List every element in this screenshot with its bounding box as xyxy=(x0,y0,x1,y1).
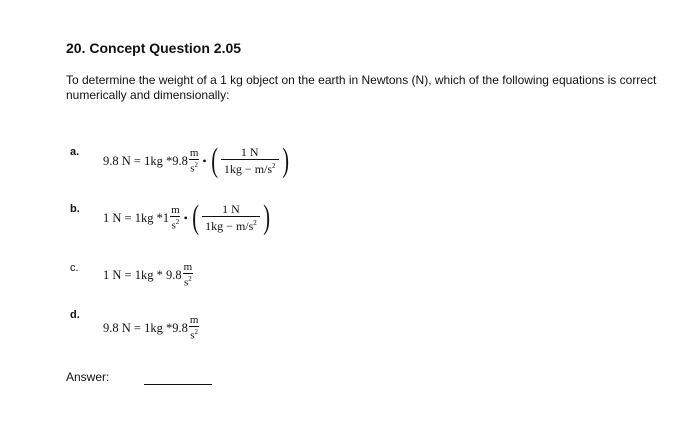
option-a-unit-fraction xyxy=(189,148,200,175)
option-b-multiply: • xyxy=(183,210,188,225)
option-c-unit-num: m xyxy=(183,261,193,273)
option-c-unit-den: s xyxy=(183,276,189,289)
option-a-unit-den: s xyxy=(190,162,195,175)
question-title: 20. Concept Question 2.05 xyxy=(66,40,242,56)
option-b-equation xyxy=(103,199,272,236)
option-c-equation xyxy=(103,262,194,289)
option-a-letter: a. xyxy=(70,146,80,158)
option-c-unit-exp: 2 xyxy=(188,275,192,283)
option-a-conv-exp: 2 xyxy=(272,162,276,170)
option-b-lhs: 1 N = 1kg *1 xyxy=(103,210,170,225)
option-b-conv-num: 1 N xyxy=(222,202,240,216)
option-d-equation xyxy=(103,315,200,342)
option-a-lhs: 9.8 N = 1kg *9.8 xyxy=(103,153,188,168)
option-a-unit-exp: 2 xyxy=(194,160,198,169)
option-b-letter: b. xyxy=(70,203,80,215)
option-a-conversion: ( $\frac{1 N}{1kg - m/s^2}$ ) xyxy=(210,142,289,179)
option-d-letter: d. xyxy=(70,309,80,321)
option-d-unit-exp: 2 xyxy=(194,328,198,336)
answer-blank-line[interactable] xyxy=(144,384,212,385)
option-a-conv-den: 1kg − m/s xyxy=(223,162,273,176)
option-a-unit-num: m xyxy=(189,146,199,159)
option-c-lhs: 1 N = 1kg * 9.8 xyxy=(103,267,182,282)
option-b-unit-den: s xyxy=(171,219,176,232)
option-d-unit-fraction xyxy=(189,315,200,342)
option-b-conversion: ( $\frac{1 N}{1kg - m/s^2}$ ) xyxy=(192,199,270,236)
option-a-equation xyxy=(103,142,291,179)
option-d-unit-num: m xyxy=(189,314,199,326)
option-b-conv-den: 1kg − m/s xyxy=(205,219,254,233)
option-c-unit-fraction xyxy=(183,262,194,289)
question-prompt: To determine the weight of a 1 kg object on the earth in Newtons (N), which of the following equations is correct numerically and dimensionally: xyxy=(66,73,657,102)
option-b-unit-fraction xyxy=(170,205,181,232)
option-a-conv-num: 1 N xyxy=(240,145,259,159)
option-b-unit-num: m xyxy=(171,203,180,216)
option-a-multiply: • xyxy=(202,153,207,168)
option-c-letter: c. xyxy=(70,262,79,274)
option-d-unit-den: s xyxy=(190,329,195,342)
option-b-conv-exp: 2 xyxy=(253,219,257,227)
option-b-unit-exp: 2 xyxy=(175,217,180,226)
answer-label: Answer: xyxy=(66,370,110,384)
option-d-lhs: 9.8 N = 1kg *9.8 xyxy=(103,320,188,335)
